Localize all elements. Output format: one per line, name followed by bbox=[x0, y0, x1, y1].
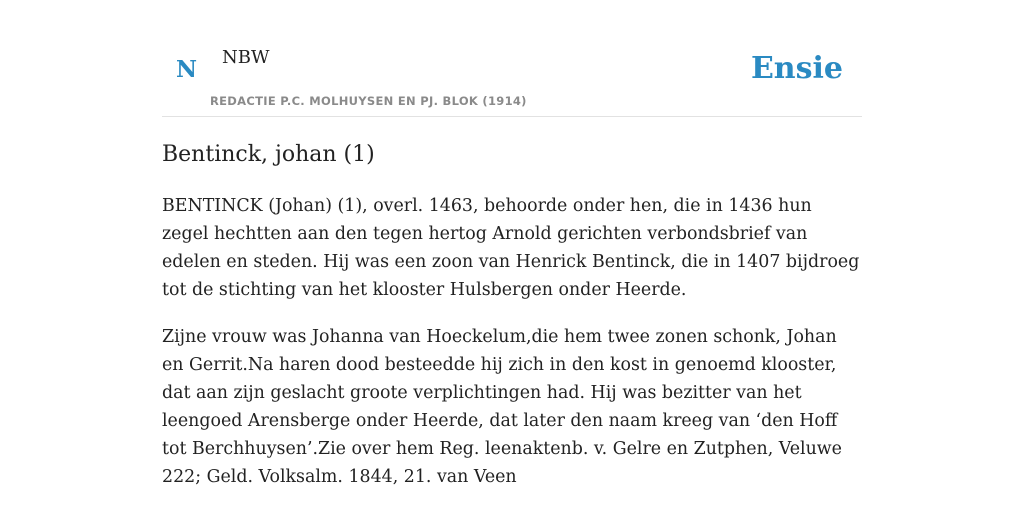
site-header bbox=[162, 0, 862, 117]
article-paragraph: BENTINCK (Johan) (1), overl. 1463, behoorde onder hen, die in 1436 hun zegel hechtten aan den tegen hertog Arnold gerichten verbondsbrief van edelen en steden. Hij was een zoon van Henrick Bentinck, die in 1407 bijdroeg tot de stichting van het klooster Hulsbergen onder Heerde. bbox=[162, 196, 860, 300]
article-body bbox=[162, 192, 862, 510]
brand-logo[interactable]: Ensie bbox=[750, 51, 843, 86]
source-name[interactable]: NBW bbox=[222, 47, 270, 68]
source-subtitle: REDACTIE P.C. MOLHUYSEN EN PJ. BLOK (1914) bbox=[210, 94, 527, 108]
article-paragraph: Zijne vrouw was Johanna van Hoeckelum,die hem twee zonen schonk, Johan en Gerrit.Na haren dood besteedde hij zich in den kost in genoemd klooster, dat aan zijn geslacht groote verplichtingen had. Hij was bezitter van het leengoed Arensberge onder Heerde, dat later den naam kreeg van ‘den Hoff tot Berchhuysen’.Zie over hem Reg. leenaktenb. v. Gelre en Zutphen, Veluwe 222; Geld. Volksalm. 1844, 21. van Veen bbox=[162, 327, 842, 487]
source-logo[interactable]: N bbox=[176, 56, 198, 83]
article-title: Bentinck, johan (1) bbox=[162, 142, 375, 167]
